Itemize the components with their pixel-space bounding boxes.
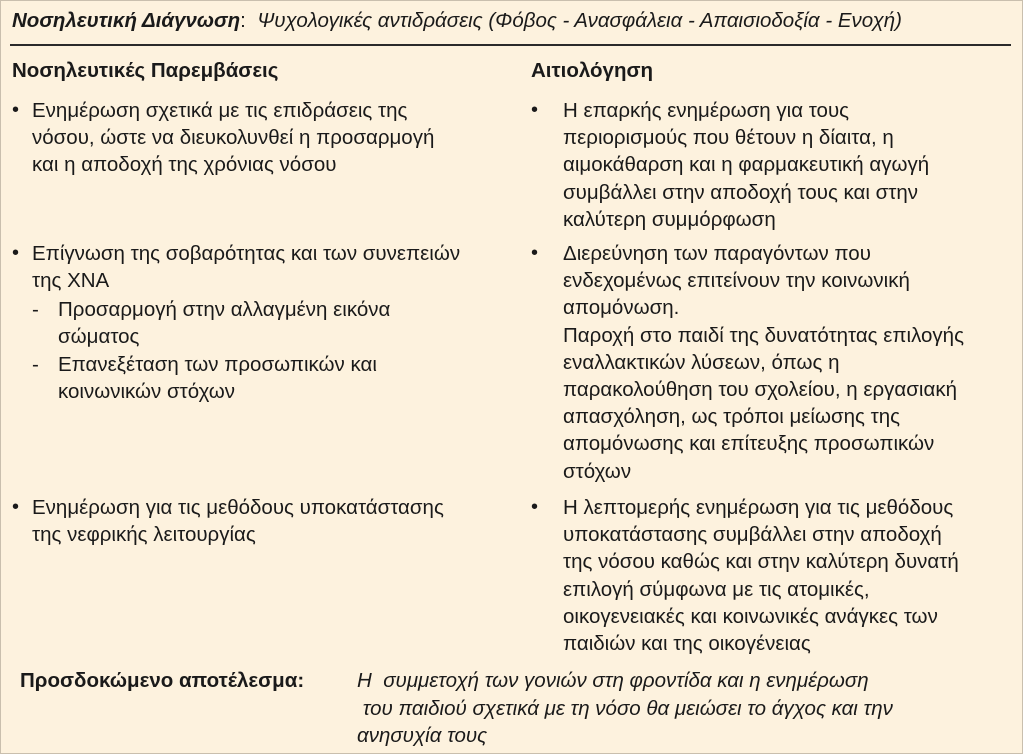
rationale-item [531,240,964,485]
rationale-column-title: Αιτιολόγηση [531,59,654,82]
dash-icon: - [32,298,39,321]
rationale-line: συμβάλλει στην αποδοχή τους και στην [563,180,919,204]
subitem-line: Προσαρμογή στην αλλαγμένη εικόνα [58,298,391,321]
rationale-line: Η επαρκής ενημέρωση για τους [563,99,850,122]
intervention-item [12,97,434,179]
rationale-line: οικογενειακές και κοινωνικές ανάγκες των [563,604,938,628]
bullet-icon: • [12,99,20,121]
intervention-line: της νεφρικής λειτουργίας [32,523,256,547]
rationale-line: επιλογή σύμφωνα με τις ατομικές, [563,577,870,601]
bullet-icon: • [531,242,539,264]
intervention-subitem [32,296,390,350]
subitem-line: κοινωνικών στόχων [58,380,236,404]
outcome-line: Η συμμετοχή των γονιών στη φροντίδα και η ενημέρωση [357,669,869,692]
subitem-line: σώματος [58,325,140,349]
intervention-line: Ενημέρωση σχετικά με τις επιδράσεις της [32,99,408,122]
rationale-line: ενδεχομένως επιτείνουν την κοινωνική [563,269,910,293]
rationale-line: περιορισμούς που θέτουν η δίαιτα, η [563,126,894,150]
rationale-line: εναλλακτικών λύσεων, όπως η [563,350,840,374]
rationale-line: Διερεύνηση των παραγόντων που [563,242,871,265]
dash-icon: - [32,353,39,376]
outcome-line: ανησυχία τους [357,724,488,747]
intervention-line: Επίγνωση της σοβαρότητας και των συνεπειών [32,242,461,265]
expected-outcome-label: Προσδοκώμενο αποτέλεσμα: [20,669,305,692]
diagnosis-heading [12,9,902,33]
intervention-item [12,240,460,294]
heading-divider [10,44,1011,46]
diagnosis-value: Ψυχολογικές αντιδράσεις (Φόβος - Ανασφάλεια - Απαισιοδοξία - Ενοχή) [257,9,902,32]
rationale-line: της νόσου καθώς και στην καλύτερη δυνατή [563,550,959,574]
rationale-line: Παροχή στο παιδί της δυνατότητας επιλογής [563,323,964,347]
bullet-icon: • [12,242,20,264]
intervention-line: της ΧΝΑ [32,269,110,293]
intervention-line: Ενημέρωση για τις μεθόδους υποκατάστασης [32,496,444,519]
interventions-column-title: Νοσηλευτικές Παρεμβάσεις [12,59,279,82]
rationale-line: απομόνωση. [563,296,680,320]
rationale-line: απασχόληση, ως τρόποι μείωσης της [563,405,900,429]
intervention-item [12,494,444,548]
rationale-line: παιδιών και της οικογένειας [563,632,811,656]
subitem-line: Επανεξέταση των προσωπικών και [58,353,377,376]
expected-outcome-text [357,667,893,750]
rationale-line: παρακολούθηση του σχολείου, η εργασιακή [563,378,957,402]
rationale-item [531,494,959,657]
bullet-icon: • [531,99,539,121]
bullet-icon: • [531,496,539,518]
bullet-icon: • [12,496,20,518]
intervention-line: και η αποδοχή της χρόνιας νόσου [32,153,337,177]
diagnosis-separator: : [240,9,258,32]
rationale-line: καλύτερη συμμόρφωση [563,207,776,231]
outcome-line: του παιδιού σχετικά με τη νόσο θα μειώσει το άγχος και την [357,696,893,720]
rationale-line: απομόνωσης και επίτευξης προσωπικών [563,432,935,456]
rationale-line: αιμοκάθαρση και η φαρμακευτική αγωγή [563,153,930,177]
rationale-item [531,97,929,233]
rationale-line: Η λεπτομερής ενημέρωση για τις μεθόδους [563,496,954,519]
rationale-line: στόχων [563,459,632,483]
intervention-line: νόσου, ώστε να διευκολυνθεί η προσαρμογή [32,126,435,150]
diagnosis-label: Νοσηλευτική Διάγνωση [12,9,241,32]
rationale-line: υποκατάστασης συμβάλλει στην αποδοχή [563,523,942,547]
intervention-subitem [32,351,377,405]
